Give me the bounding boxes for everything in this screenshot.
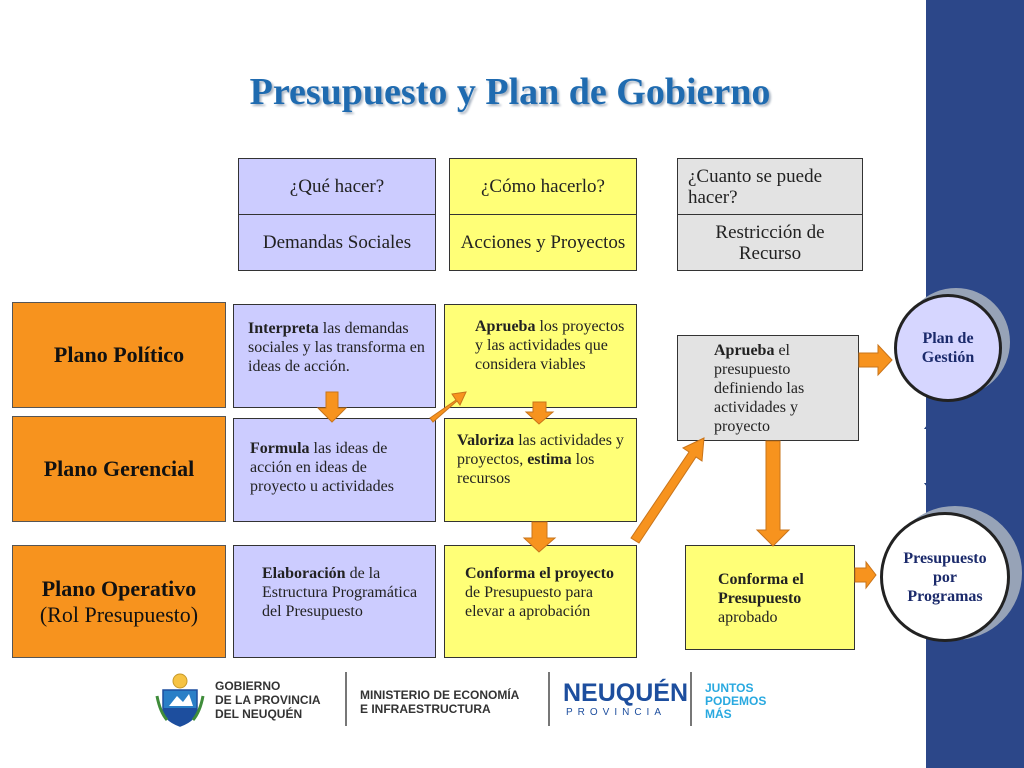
footer-divider-2 <box>548 672 550 726</box>
plano-operativo-label: Plano Operativo <box>41 575 197 601</box>
arrow-diagonal-conforma <box>631 438 704 543</box>
cell-aprueba-presupuesto-bold: Aprueba <box>714 342 775 359</box>
cell-aprueba-presupuesto-text: el presupuesto definiendo las actividades y proyecto <box>714 342 805 435</box>
juntos-line2: PODEMOS <box>705 694 767 708</box>
arrow-down-aprueba-presupuesto <box>757 441 789 546</box>
footer-divider-1 <box>345 672 347 726</box>
cell-conforma-aprobado-text: aprobado <box>718 609 778 626</box>
col2-answer: Acciones y Proyectos <box>449 214 637 271</box>
gobierno-line3: DEL NEUQUÉN <box>215 707 303 721</box>
cell-elaboracion-text: de la Estructura Programática del Presupuesto <box>262 565 418 620</box>
plano-gerencial-label: Plano Gerencial <box>43 456 195 481</box>
col1-answer: Demandas Sociales <box>238 214 436 271</box>
page-title: Presupuesto y Plan de Gobierno <box>249 71 771 113</box>
circle-presupuesto-programas <box>880 512 1010 642</box>
cell-valoriza-bold: Valoriza <box>457 432 515 449</box>
ministerio-line2: E INFRAESTRUCTURA <box>360 702 491 716</box>
arrow-down-aprueba <box>526 402 553 424</box>
cell-aprueba-proyectos-text: los proyectos y las actividades que considera viables <box>475 318 625 373</box>
gobierno-logo-text <box>215 679 345 721</box>
ministerio-line1: MINISTERIO DE ECONOMÍA <box>360 688 520 702</box>
circle-plan-gestion <box>894 294 1002 402</box>
footer-divider-3 <box>690 672 692 726</box>
juntos-line3: MÁS <box>705 707 732 721</box>
cell-valoriza-text2: los recursos <box>457 451 595 487</box>
arrow-right-presupuesto-programas <box>855 562 876 588</box>
cell-valoriza-text: las actividades y proyectos, <box>457 432 624 468</box>
col2-question: ¿Cómo hacerlo? <box>449 158 637 215</box>
plano-politico-label: Plano Político <box>53 342 185 367</box>
gobierno-line1: GOBIERNO <box>215 679 281 693</box>
cell-conforma-proyecto-bold: Conforma el proyecto <box>465 565 614 582</box>
gobierno-line2: DE LA PROVINCIA <box>215 693 321 707</box>
coat-of-arms-icon <box>155 672 205 728</box>
cell-conforma-proyecto-text: de Presupuesto para elevar a aprobación <box>465 584 593 620</box>
col3-question: ¿Cuanto se puede hacer? <box>677 158 863 215</box>
ministerio-logo-text <box>360 688 550 716</box>
arrow-right-plan-gestion <box>859 345 892 375</box>
cell-elaboracion-bold: Elaboración <box>262 565 346 582</box>
circle-presupuesto-programas-label: Presupuesto por Programas <box>903 549 987 605</box>
arrow-down-valoriza <box>524 522 555 552</box>
col1-question: ¿Qué hacer? <box>238 158 436 215</box>
cell-valoriza-bold2: estima <box>527 451 572 468</box>
circle-plan-gestion-label: Plan de Gestión <box>921 330 975 366</box>
col3-answer: Restricción de Recurso <box>677 214 863 271</box>
plano-operativo-sublabel: (Rol Presupuesto) <box>39 601 199 627</box>
juntos-line1: JUNTOS <box>705 681 754 695</box>
arrow-down-interpreta <box>318 392 346 422</box>
cell-interpreta-text: las demandas sociales y las transforma en ideas de acción. <box>248 320 425 375</box>
juntos-logo-text <box>705 682 785 721</box>
cell-interpreta-bold: Interpreta <box>248 320 319 337</box>
arrow-diagonal-formula <box>430 392 466 422</box>
cell-formula-text: las ideas de acción en ideas de proyecto u actividades <box>250 440 394 495</box>
neuquen-logo: NEUQUÉN <box>563 679 689 707</box>
cell-conforma-aprobado-bold: Conforma el Presupuesto <box>718 571 804 607</box>
cell-aprueba-proyectos-bold: Aprueba <box>475 318 536 335</box>
provincia-label: PROVINCIA <box>566 707 667 718</box>
cell-formula-bold: Formula <box>250 440 310 457</box>
